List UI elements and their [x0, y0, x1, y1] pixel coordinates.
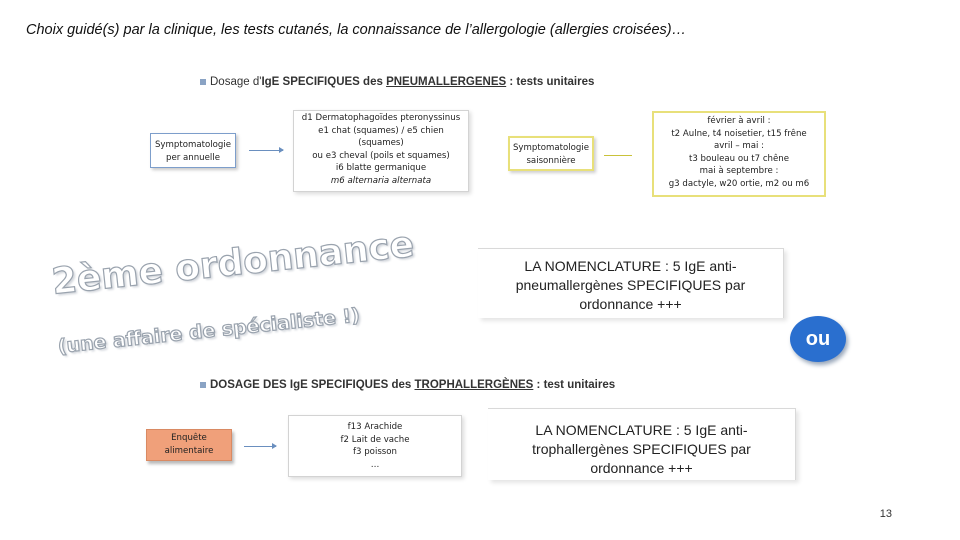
heading-suffix: : tests unitaires [506, 76, 595, 88]
food-label-line2: alimentaire [164, 445, 214, 456]
nomenclature-troph-line: ordonnance +++ [590, 460, 693, 476]
arrow-right-icon [244, 446, 276, 447]
nomenclature-troph-box [488, 408, 796, 480]
perennial-symptom-box [150, 133, 236, 168]
perennial-allergen: e1 chat (squames) / e5 chien [318, 125, 444, 136]
seasonal-allergen: février à avril : [707, 116, 771, 126]
connector-line [604, 155, 632, 156]
bullet-square-icon [200, 382, 206, 388]
perennial-label-line1: Symptomatologie [154, 140, 232, 150]
food-label-line1: Enquête [171, 433, 207, 443]
seasonal-allergen: avril – mai : [713, 141, 765, 151]
nomenclature-troph-line: LA NOMENCLATURE : 5 IgE anti- [535, 422, 748, 438]
wordart-second-prescription: 2ème ordonnance [49, 224, 417, 303]
seasonal-allergen: t3 bouleau ou t7 chêne [688, 153, 790, 164]
food-allergen: … [370, 459, 380, 470]
seasonal-allergen: mai à septembre : [699, 166, 779, 176]
food-allergen: f3 poisson [353, 447, 397, 457]
nomenclature-pneum-line: pneumallergènes SPECIFIQUES par [515, 277, 746, 293]
food-allergen: f13 Arachide [347, 422, 403, 432]
arrow-right-icon [249, 150, 283, 151]
perennial-allergen-box [293, 110, 469, 192]
nomenclature-pneum-line: ordonnance +++ [579, 296, 682, 312]
bullet-square-icon [200, 79, 206, 85]
perennial-allergen: d1 Dermatophagoïdes pteronyssinus [301, 113, 461, 123]
food-enquiry-box [146, 429, 232, 461]
perennial-allergen: m6 alternaria alternata [330, 175, 432, 186]
heading-underline: PNEUMALLERGENES [386, 76, 507, 88]
perennial-label-line2: per annuelle [166, 152, 220, 163]
page-title: Choix guidé(s) par la clinique, les tests cutanés, la connaissance de l’allergologie (allergies croisées)… [26, 22, 687, 38]
nomenclature-troph-line: trophallergènes SPECIFIQUES par [532, 441, 751, 457]
wordart-specialist: (une affaire de spécialiste !) [56, 304, 361, 358]
food-allergen-box [288, 415, 462, 477]
page-number: 13 [879, 508, 892, 520]
nomenclature-pneum-line: LA NOMENCLATURE : 5 IgE anti- [524, 258, 737, 274]
seasonal-allergen-box [652, 111, 826, 197]
heading-prefix: Dosage d' [210, 76, 262, 88]
perennial-allergen: (squames) [358, 138, 404, 148]
nomenclature-pneum-box [478, 248, 784, 318]
seasonal-label-line1: Symptomatologie [512, 143, 590, 153]
seasonal-symptom-box [508, 136, 594, 171]
seasonal-label-line2: saisonnière [526, 155, 576, 166]
perennial-allergen: i6 blatte germanique [335, 163, 427, 173]
heading2-suffix: : test unitaires [533, 379, 616, 391]
pneumallergen-heading [200, 76, 594, 88]
seasonal-allergen: g3 dactyle, w20 ortie, m2 ou m6 [668, 178, 810, 189]
heading-bold: IgE SPECIFIQUES des [261, 76, 387, 88]
heading2-bold: DOSAGE DES IgE SPECIFIQUES des [210, 379, 415, 391]
heading2-underline: TROPHALLERGÈNES [414, 379, 534, 391]
food-allergen: f2 Lait de vache [340, 434, 410, 445]
perennial-allergen: ou e3 cheval (poils et squames) [312, 150, 450, 161]
ou-badge: ou [790, 316, 846, 362]
seasonal-allergen: t2 Aulne, t4 noisetier, t15 frêne [671, 128, 807, 139]
trophallergen-heading [200, 379, 615, 391]
